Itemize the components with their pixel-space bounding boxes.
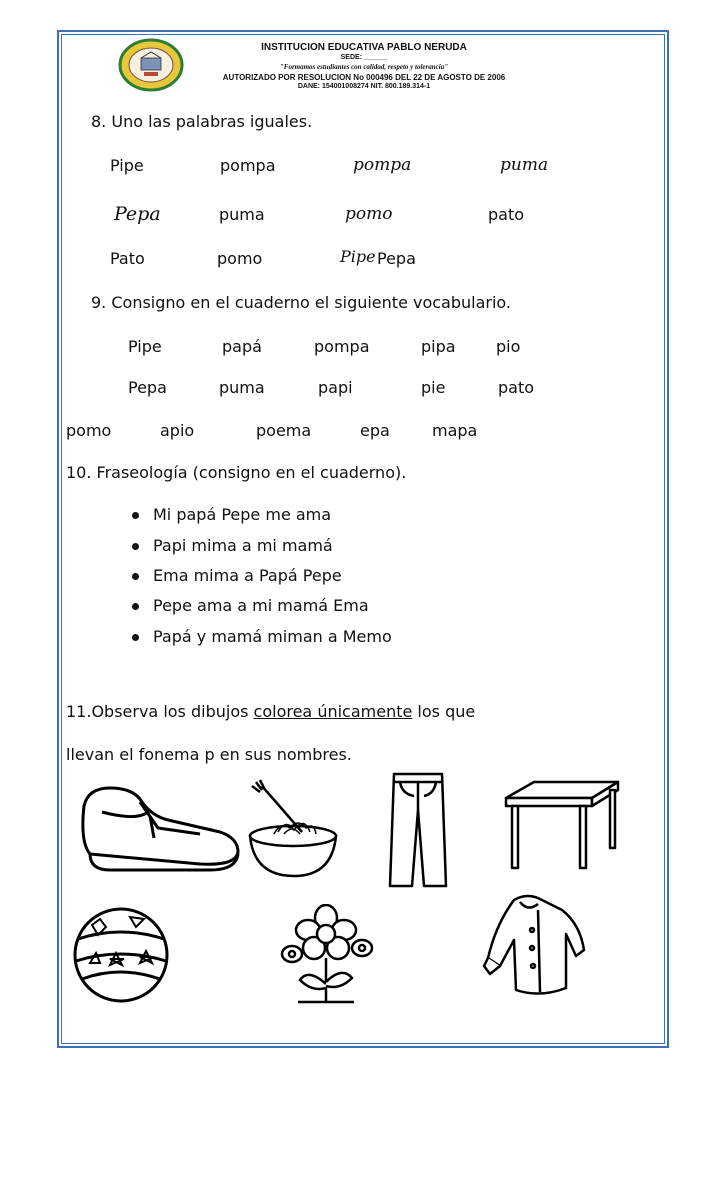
word: pato	[488, 205, 525, 224]
sentence: Papi mima a mi mamá	[153, 536, 333, 555]
vocab-word: pompa	[314, 337, 370, 356]
underlined-instruction: colorea únicamente	[253, 702, 413, 721]
vocab-word: papá	[222, 337, 262, 356]
exercise-11-instruction-line2: llevan el fonema p en sus nombres.	[66, 745, 352, 764]
exercise-11-instruction: 11.Observa los dibujos colorea únicamente los que	[66, 702, 476, 721]
vocab-word: Pipe	[128, 337, 162, 356]
bullet-icon	[132, 543, 139, 550]
exercise-10-title: 10. Fraseología (consigno en el cuaderno).	[66, 463, 407, 482]
table-icon	[500, 778, 620, 870]
cursive-word: pomo	[345, 204, 393, 224]
vocab-word: pato	[498, 378, 535, 397]
cursive-word: pompa	[353, 155, 412, 175]
bullet-icon	[132, 573, 139, 580]
sentence: Papá y mamá miman a Memo	[153, 627, 392, 646]
bullet-icon	[132, 634, 139, 641]
word: Pipe	[110, 156, 144, 175]
vocab-word: pio	[496, 337, 521, 356]
ball-icon	[70, 905, 172, 1005]
noodle-bowl-icon	[244, 778, 342, 882]
sentence: Pepe ama a mi mamá Ema	[153, 596, 369, 615]
vocab-word: Pepa	[128, 378, 167, 397]
bullet-icon	[132, 512, 139, 519]
cursive-word: Pipe	[340, 247, 376, 266]
exercise-8-title: 8. Uno las palabras iguales.	[91, 112, 313, 131]
resolution-line: AUTORIZADO POR RESOLUCION No 000496 DEL 22 DE AGOSTO DE 2006	[222, 73, 506, 82]
school-name: INSTITUCION EDUCATIVA PABLO NERUDA	[261, 42, 467, 53]
word: pompa	[220, 156, 276, 175]
vocab-word: pie	[421, 378, 446, 397]
vocab-word: poema	[256, 421, 312, 440]
pants-icon	[388, 770, 448, 890]
motto-line: "Formamos estudiantes con calidad, respeto y tolerancia"	[279, 63, 449, 71]
vocab-word: papi	[318, 378, 353, 397]
word: Pepa	[377, 249, 416, 268]
sede-line: SEDE: ______	[340, 54, 388, 61]
dane-line: DANE: 154001008274 NIT. 800.189.314-1	[297, 83, 431, 90]
cursive-word: Pepa	[114, 203, 161, 225]
vocab-word: apio	[160, 421, 195, 440]
exercise-9-title: 9. Consigno en el cuaderno el siguiente vocabulario.	[91, 293, 512, 312]
vocab-word: pipa	[421, 337, 456, 356]
flower-icon	[278, 904, 374, 1008]
sentence: Ema mima a Papá Pepe	[153, 566, 342, 585]
school-header	[0, 0, 728, 92]
word: Pato	[110, 249, 145, 268]
vocab-word: epa	[360, 421, 390, 440]
bullet-icon	[132, 603, 139, 610]
word: puma	[219, 205, 265, 224]
vocab-word: pomo	[66, 421, 112, 440]
word: pomo	[217, 249, 263, 268]
vocab-word: mapa	[432, 421, 478, 440]
vocab-word: puma	[219, 378, 265, 397]
sweater-icon	[480, 890, 590, 1010]
shoe-icon	[80, 782, 240, 872]
sentence: Mi papá Pepe me ama	[153, 505, 332, 524]
cursive-word: puma	[500, 155, 549, 175]
